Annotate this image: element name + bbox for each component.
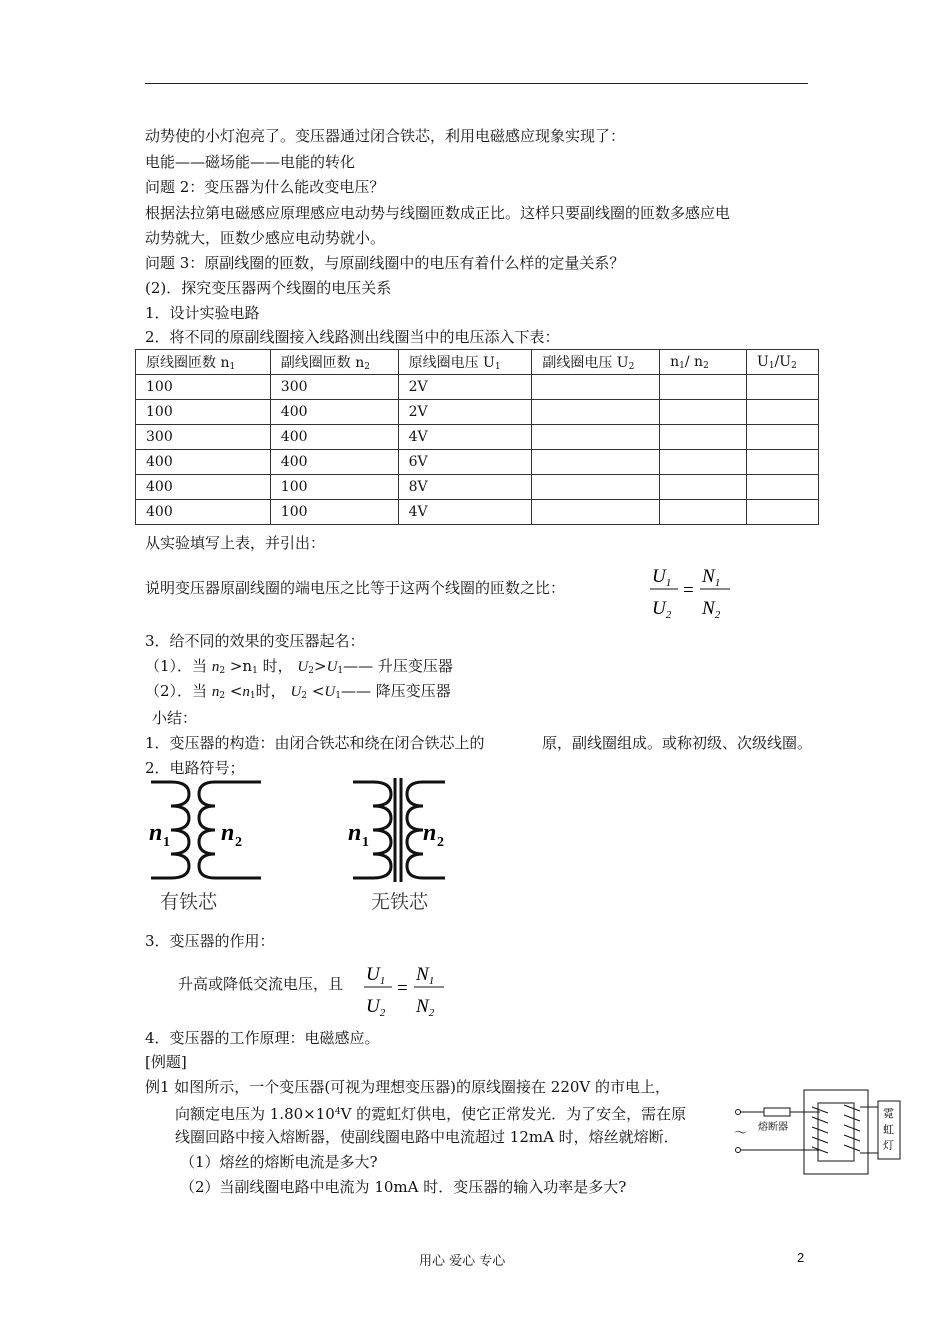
lamp-label: 虹 — [883, 1124, 894, 1136]
table-cell — [747, 375, 819, 400]
table-cell: 2V — [398, 375, 532, 400]
table-row — [136, 400, 819, 425]
example-line-2: 向额定电压为 $1.80\times 10^4V$ 的霓虹灯供电，使它正常发光．为了安全，需在原 — [175, 1105, 687, 1123]
label-n2: n — [221, 820, 235, 846]
table-cell — [660, 400, 747, 425]
symbol-left — [151, 782, 261, 878]
summary-4: 4．变压器的工作原理：电磁感应。 — [145, 1029, 380, 1047]
table-cell — [532, 375, 660, 400]
table-cell: 400 — [270, 425, 398, 450]
table-cell — [660, 500, 747, 525]
terminal — [736, 1148, 741, 1153]
table-header-row — [136, 350, 819, 375]
table-cell: 8V — [398, 475, 532, 500]
fuse-label: 熔断器 — [758, 1122, 788, 1133]
label-n1-sub: 1 — [362, 835, 369, 850]
table-row — [136, 375, 819, 400]
table-cell — [747, 400, 819, 425]
formula-u1: $U_1$ — [652, 566, 672, 589]
fuse — [764, 1108, 790, 1116]
table-header-cell: $U_1/U_2$ — [747, 350, 819, 375]
para-1: 动势使的小灯泡亮了。变压器通过闭合铁芯，利用电磁感应现象实现了： — [145, 127, 626, 145]
lamp-label: 灯 — [883, 1140, 894, 1152]
table-cell: 400 — [136, 500, 271, 525]
label-n2-sub: 2 — [437, 835, 444, 850]
table-cell: 100 — [270, 500, 398, 525]
formula-eq: = — [683, 580, 694, 601]
ratio-text: 说明变压器原副线圈的端电压之比等于这两个线圈的匝数之比： — [145, 579, 566, 597]
table-cell — [747, 475, 819, 500]
after-table-text: 从实验填写上表，并引出： — [145, 534, 326, 552]
example-line-1: 例1 如图所示，一个变压器(可视为理想变压器)的原线圈接在 220V 的市电上， — [145, 1078, 671, 1096]
para-4a: 根据法拉第电磁感应原理感应电动势与线圈匝数成正比。这样只要副线圈的匝数多感应电 — [145, 204, 731, 222]
table-cell — [747, 450, 819, 475]
label-n1-sub: 1 — [163, 835, 170, 850]
para-8: 2．将不同的原副线圈接入线路测出线圈当中的电压添入下表： — [145, 328, 560, 346]
table-cell — [532, 400, 660, 425]
table-header-cell: 原线圈电压 $U_1$ — [398, 350, 532, 375]
table-cell — [660, 425, 747, 450]
example-figure — [732, 1085, 912, 1180]
table-cell: 100 — [270, 475, 398, 500]
table-header-cell: 副线圈电压 $U_2$ — [532, 350, 660, 375]
table-row — [136, 425, 819, 450]
table-header-cell: $n_1/$ $n_2$ — [660, 350, 747, 375]
table-cell: 6V — [398, 450, 532, 475]
table-cell: 4V — [398, 500, 532, 525]
naming-item-2: （2）．当 $n_2 <n_1$时， $U_2$ $<U_1——$ 降压变压器 — [145, 682, 451, 701]
para-6: (2)．探究变压器两个线圈的电压关系 — [145, 279, 392, 297]
table-cell: 100 — [136, 400, 271, 425]
naming-title: 3．给不同的效果的变压器起名： — [145, 632, 365, 650]
table-cell — [532, 450, 660, 475]
summary-2: 2．电路符号； — [145, 759, 245, 777]
table-cell: 300 — [136, 425, 271, 450]
example-tag: [例题] — [145, 1053, 187, 1071]
footer-text: 用心 爱心 专心 — [419, 1254, 506, 1269]
table-cell: 400 — [136, 450, 271, 475]
primary-winding — [812, 1107, 828, 1153]
table-cell — [747, 425, 819, 450]
terminal — [736, 1110, 741, 1115]
secondary-winding — [844, 1105, 860, 1151]
label-with-core: 有铁芯 — [160, 891, 218, 913]
formula-u2: $U_2$ — [366, 996, 386, 1019]
page-number: 2 — [797, 1250, 805, 1265]
table-cell: 400 — [136, 475, 271, 500]
table-cell: 400 — [270, 450, 398, 475]
table-row — [136, 475, 819, 500]
summary-1b: 原，副线圈组成。或称初级、次级线圈。 — [542, 734, 813, 752]
table-cell — [660, 475, 747, 500]
summary-3: 3．变压器的作用： — [145, 932, 275, 950]
table-cell: 400 — [270, 400, 398, 425]
data-table — [135, 349, 819, 525]
label-without-core: 无铁芯 — [371, 891, 429, 913]
label-n2: n — [423, 820, 437, 846]
table-cell: 100 — [136, 375, 271, 400]
table-cell — [747, 500, 819, 525]
summary-1a: 1．变压器的构造：由闭合铁芯和绕在闭合铁芯上的 — [145, 734, 485, 752]
formula-u2: $U_2$ — [652, 598, 672, 621]
lamp-label: 霓 — [883, 1108, 894, 1120]
ac-symbol: ～ — [734, 1125, 748, 1140]
para-7: 1．设计实验电路 — [145, 304, 260, 322]
table-header-cell: 原线圈匝数 $n_1$ — [136, 350, 271, 375]
summary-title: 小结： — [152, 709, 198, 727]
label-n2-sub: 2 — [235, 835, 242, 850]
table-cell: 300 — [270, 375, 398, 400]
ratio-formula — [644, 560, 736, 622]
header-rule — [145, 83, 808, 84]
table-row — [136, 450, 819, 475]
label-n1: n — [149, 820, 163, 846]
table-header-cell: 副线圈匝数 $n_2$ — [270, 350, 398, 375]
label-n1: n — [348, 820, 362, 846]
para-4b: 动势就大，匝数少感应电动势就小。 — [145, 229, 386, 247]
formula-n2: $N_2$ — [702, 598, 721, 621]
table-cell: 2V — [398, 400, 532, 425]
table-row — [136, 500, 819, 525]
table-cell — [532, 475, 660, 500]
example-line-3: 线圈回路中接入熔断器，使副线圈电路中电流超过 12mA 时，熔丝就熔断． — [175, 1128, 679, 1146]
summary-3-body: 升高或降低交流电压，且 — [178, 975, 344, 993]
formula-n2: $N_2$ — [416, 996, 435, 1019]
para-2: 电能——磁场能——电能的转化 — [145, 153, 356, 171]
formula-eq: = — [397, 978, 408, 999]
table-cell — [660, 375, 747, 400]
para-5: 问题 3：原副线圈的匝数，与原副线圈中的电压有着什么样的定量关系？ — [145, 254, 625, 272]
naming-item-1: （1）．当 $n_2 >n_1$ 时， $U_2>U_1——$ 升压变压器 — [145, 657, 453, 676]
ratio-formula-2 — [358, 958, 450, 1020]
question-2: （2）当副线圈电路中电流为 10mA 时．变压器的输入功率是多大? — [180, 1178, 627, 1196]
table-cell — [660, 450, 747, 475]
table-cell: 4V — [398, 425, 532, 450]
table-cell — [532, 500, 660, 525]
table-cell — [532, 425, 660, 450]
formula-n1: $N_1$ — [416, 964, 435, 987]
formula-n1: $N_1$ — [702, 566, 721, 589]
question-1: （1）熔丝的熔断电流是多大? — [180, 1153, 378, 1171]
formula-u1: $U_1$ — [366, 964, 386, 987]
para-3: 问题 2：变压器为什么能改变电压？ — [145, 178, 385, 196]
